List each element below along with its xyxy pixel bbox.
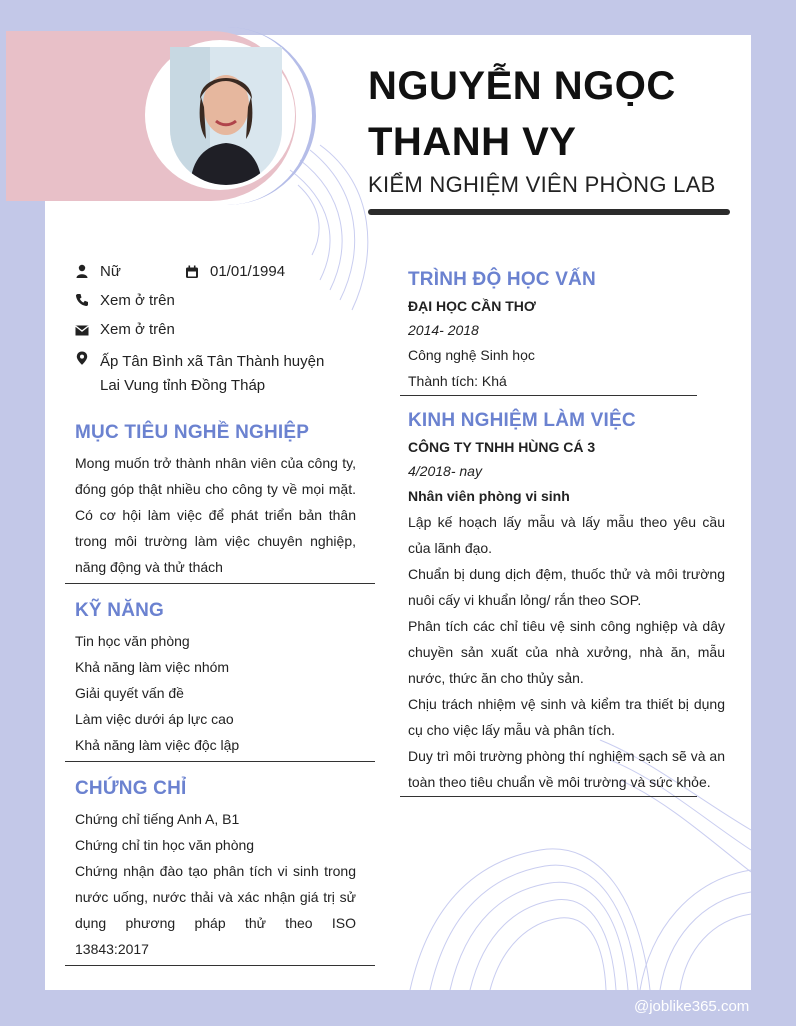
objective-heading: MỤC TIÊU NGHỀ NGHIỆP <box>75 422 310 443</box>
job-title: KIỂM NGHIỆM VIÊN PHÒNG LAB <box>368 172 716 197</box>
list-item: Chứng nhận đào tạo phân tích vi sinh trong nước uống, nước thải và xác nhận giá trị sử dụng phương pháp thử theo ISO 13843:2017 <box>75 863 356 957</box>
list-item: Chịu trách nhiệm vệ sinh và kiểm tra thiết bị dụng cụ cho việc lấy mẫu và phân tích. <box>408 696 725 738</box>
list-item: Chứng chỉ tiếng Anh A, B1 <box>75 811 240 827</box>
education-major: Công nghệ Sinh học <box>408 347 535 363</box>
phone-value: Xem ở trên <box>100 292 175 309</box>
address-line-1: Ấp Tân Bình xã Tân Thành huyện <box>100 353 325 370</box>
list-item: Chuẩn bị dung dịch đệm, thuốc thử và môi trường nuôi cấy vi khuẩn lỏng/ rắn theo SOP. <box>408 566 725 608</box>
experience-position: Nhân viên phòng vi sinh <box>408 488 570 504</box>
section-divider <box>400 395 697 396</box>
experience-period: 4/2018- nay <box>408 463 482 479</box>
experience-duties <box>408 509 725 795</box>
location-pin-icon <box>75 351 89 365</box>
candidate-name <box>368 58 676 170</box>
education-achievement: Thành tích: Khá <box>408 373 507 389</box>
list-item: Chứng chỉ tin học văn phòng <box>75 837 255 853</box>
certificates-heading: CHỨNG CHỈ <box>75 778 187 799</box>
list-item: Làm việc dưới áp lực cao <box>75 711 234 727</box>
section-divider <box>65 583 375 584</box>
section-divider <box>65 965 375 966</box>
address-value <box>100 350 324 398</box>
skills-list <box>75 628 356 758</box>
title-underline <box>368 209 730 215</box>
address-line-2: Lai Vung tỉnh Đồng Tháp <box>100 377 266 394</box>
gender-value: Nữ <box>100 263 121 280</box>
watermark: @joblike365.com <box>634 998 750 1015</box>
phone-icon <box>75 293 89 307</box>
experience-company: CÔNG TY TNHH HÙNG CÁ 3 <box>408 439 596 455</box>
list-item: Lập kế hoạch lấy mẫu và lấy mẫu theo yêu cầu của lãnh đạo. <box>408 514 725 556</box>
email-icon <box>75 323 89 337</box>
list-item: Giải quyết vấn đề <box>75 685 184 701</box>
birthdate-value: 01/01/1994 <box>210 263 286 280</box>
list-item: Phân tích các chỉ tiêu vệ sinh công nghiệp và dây chuyền sản xuất của nhà xưởng, nhà ăn, mẫu nước, thức ăn cho thủy sản. <box>408 618 725 686</box>
skills-heading: KỸ NĂNG <box>75 600 165 621</box>
person-icon <box>75 264 89 278</box>
list-item: Khả năng làm việc nhóm <box>75 659 230 675</box>
certificates-list <box>75 806 356 962</box>
education-period: 2014- 2018 <box>408 322 479 338</box>
section-divider <box>400 796 697 797</box>
education-heading: TRÌNH ĐỘ HỌC VẤN <box>408 269 596 290</box>
section-divider <box>65 761 375 762</box>
experience-heading: KINH NGHIỆM LÀM VIỆC <box>408 410 636 431</box>
avatar <box>170 47 282 185</box>
email-value: Xem ở trên <box>100 321 175 338</box>
calendar-icon <box>185 265 199 279</box>
name-line-1: NGUYỄN NGỌC <box>368 64 676 108</box>
education-school: ĐẠI HỌC CẦN THƠ <box>408 298 536 314</box>
list-item: Duy trì môi trường phòng thí nghiệm sạch sẽ và an toàn theo tiêu chuẩn về môi trường và sức khỏe. <box>408 748 725 790</box>
list-item: Khả năng làm việc độc lập <box>75 737 240 753</box>
list-item: Tin học văn phòng <box>75 633 190 649</box>
objective-text: Mong muốn trở thành nhân viên của công ty, đóng góp thật nhiều cho công ty về mọi mặt. Có cơ hội làm việc để phát triển bản thân trong môi trường làm việc chuyên nghiệp, năng động và thử thách <box>75 455 356 575</box>
name-line-2: THANH VY <box>368 120 577 164</box>
